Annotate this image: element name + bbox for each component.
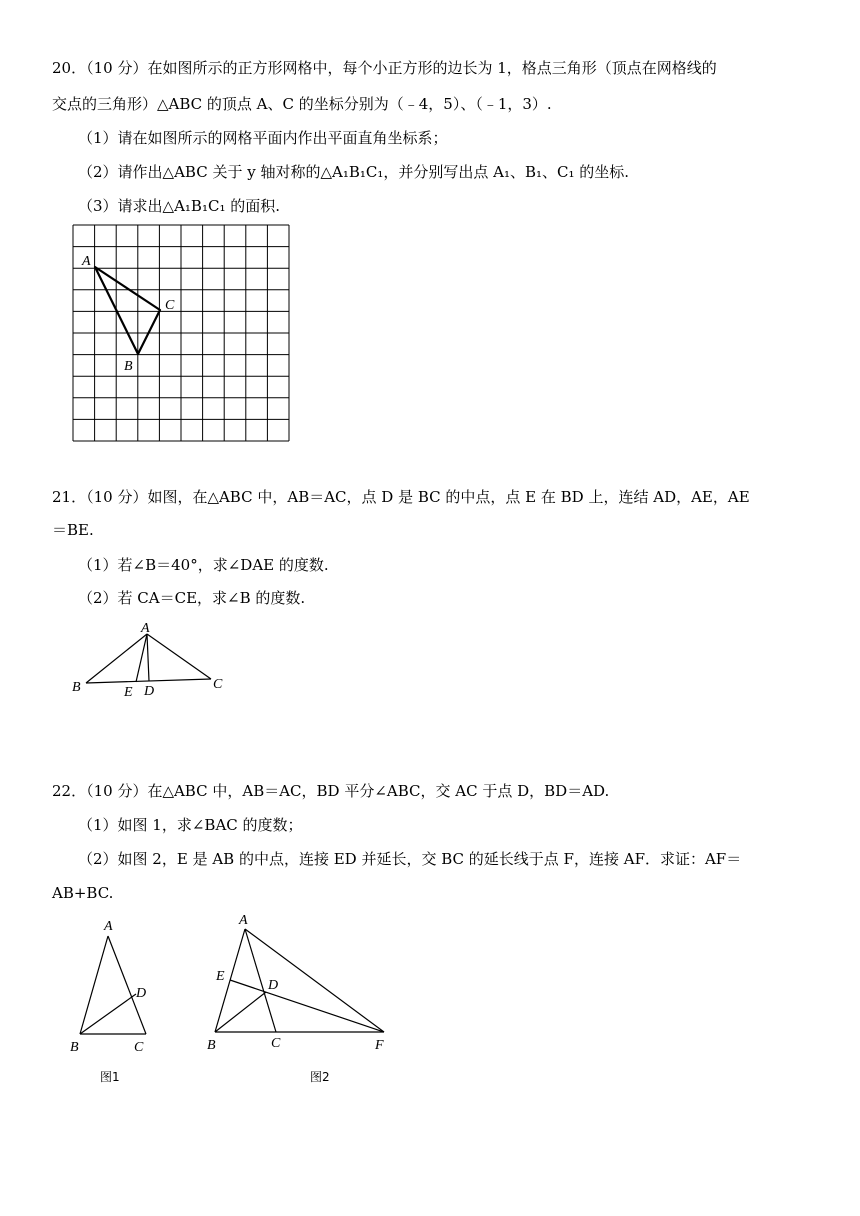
q21-stem-line2: ＝BE. [52, 521, 94, 539]
q20-grid-figure [66, 218, 298, 448]
fig2-label-c: C [271, 1036, 281, 1051]
fig2-label-f: F [375, 1038, 384, 1053]
fig1-label-d: D [136, 986, 147, 1001]
segment-ef [230, 980, 384, 1032]
q22-part2-line1: （2）如图 2，E 是 AB 的中点，连接 ED 并延长，交 BC 的延长线于点 F，连接 AF．求证：AF＝ [78, 850, 742, 868]
q21-stem-line1: 21．（10 分）如图，在△ABC 中，AB＝AC，点 D 是 BC 的中点，点 E 在 BD 上，连结 AD，AE，AE [52, 488, 750, 506]
q20-stem-line1: 20．（10 分）在如图所示的正方形网格中，每个小正方形的边长为 1，格点三角形（顶点在网格线的 [52, 59, 717, 77]
fig1-label-c: C [134, 1040, 144, 1055]
fig2-label-e: E [216, 969, 225, 984]
q21-part2: （2）若 CA＝CE，求∠B 的度数. [78, 589, 306, 607]
fig1-caption: 图1 [100, 1070, 120, 1084]
segment-bd [215, 992, 266, 1032]
q22-part2-line2: AB+BC. [52, 884, 114, 902]
fig2-caption: 图2 [310, 1070, 330, 1084]
q21-figure [66, 616, 236, 704]
triangle-abc [95, 267, 160, 354]
label-b: B [72, 680, 81, 695]
segment-ac [147, 634, 211, 679]
q22-stem: 22．（10 分）在△ABC 中，AB＝AC，BD 平分∠ABC，交 AC 于点 D，BD＝AD. [52, 782, 610, 800]
fig1-label-b: B [70, 1040, 79, 1055]
label-c: C [165, 298, 175, 313]
q22-part1: （1）如图 1，求∠BAC 的度数； [78, 816, 303, 834]
label-a: A [82, 254, 91, 269]
label-d: D [144, 684, 155, 699]
segment-af [245, 929, 384, 1032]
label-e: E [124, 685, 133, 700]
q22-figure-2 [196, 904, 396, 1089]
label-c: C [213, 677, 223, 692]
segment-bd [80, 994, 136, 1034]
fig2-label-d: D [268, 978, 279, 993]
square-grid [73, 225, 289, 441]
label-a: A [141, 621, 150, 636]
label-b: B [124, 359, 133, 374]
q20-part2: （2）请作出△ABC 关于 y 轴对称的△A₁B₁C₁，并分别写出点 A₁、B₁、C₁ 的坐标. [78, 163, 630, 181]
segment-ad [147, 634, 149, 681]
fig2-label-a: A [239, 913, 248, 928]
segment-ab [80, 936, 108, 1034]
fig2-label-b: B [207, 1038, 216, 1053]
q21-part1: （1）若∠B＝40°，求∠DAE 的度数. [78, 556, 329, 574]
fig1-label-a: A [104, 919, 113, 934]
q22-figure-1 [66, 914, 166, 1089]
q20-stem-line2: 交点的三角形）△ABC 的顶点 A、C 的坐标分别为（﹣4，5）、（﹣1，3）. [52, 95, 552, 113]
segment-ac [108, 936, 146, 1034]
q20-part1: （1）请在如图所示的网格平面内作出平面直角坐标系； [78, 129, 448, 147]
q20-part3: （3）请求出△A₁B₁C₁ 的面积. [78, 197, 280, 215]
